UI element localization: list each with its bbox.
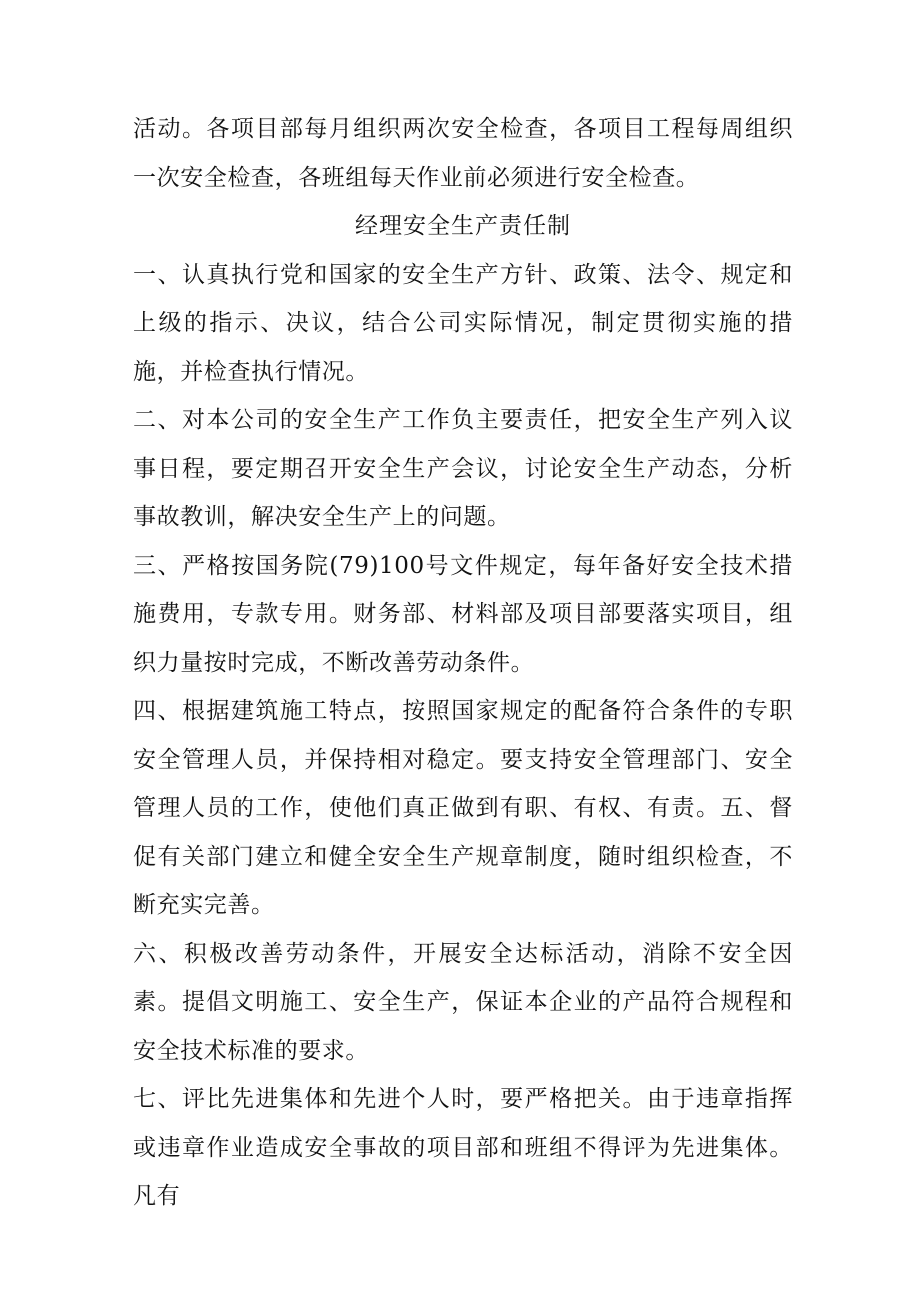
paragraph-item-6: 六、积极改善劳动条件，开展安全达标活动，消除不安全因素。提倡文明施工、安全生产，保证本企业的产品符合规程和安全技术标准的要求。 [133, 940, 793, 1064]
paragraph-item-2: 二、对本公司的安全生产工作负主要责任，把安全生产列入议事日程，要定期召开安全生产会议，讨论安全生产动态，分析事故教训，解决安全生产上的问题。 [133, 407, 793, 530]
paragraph-item-4-5: 四、根据建筑施工特点，按照国家规定的配备符合条件的专职安全管理人员，并保持相对稳定。要支持安全管理部门、安全管理人员的工作，使他们真正做到有职、有权、有责。五、督促有关部门建立和健全安全生产规章制度，随时组织检查，不断充实完善。 [133, 698, 793, 918]
document-body [133, 105, 793, 1221]
paragraph-item-7: 七、评比先进集体和先进个人时，要严格把关。由于违章指挥或违章作业造成安全事故的项目部和班组不得评为先进集体。凡有 [133, 1086, 793, 1209]
paragraph-continuation: 活动。各项目部每月组织两次安全检查，各项目工程每周组织一次安全检查，各班组每天作业前必须进行安全检查。 [133, 116, 793, 191]
section-title: 经理安全生产责任制 [355, 213, 571, 239]
paragraph-item-1: 一、认真执行党和国家的安全生产方针、政策、法令、规定和上级的指示、决议，结合公司实际情况，制定贯彻实施的措施，并检查执行情况。 [133, 261, 793, 385]
paragraph-item-3: 三、严格按国务院(79)100号文件规定，每年备好安全技术措施费用，专款专用。财务部、材料部及项目部要落实项目，组织力量按时完成，不断改善劳动条件。 [133, 552, 793, 676]
